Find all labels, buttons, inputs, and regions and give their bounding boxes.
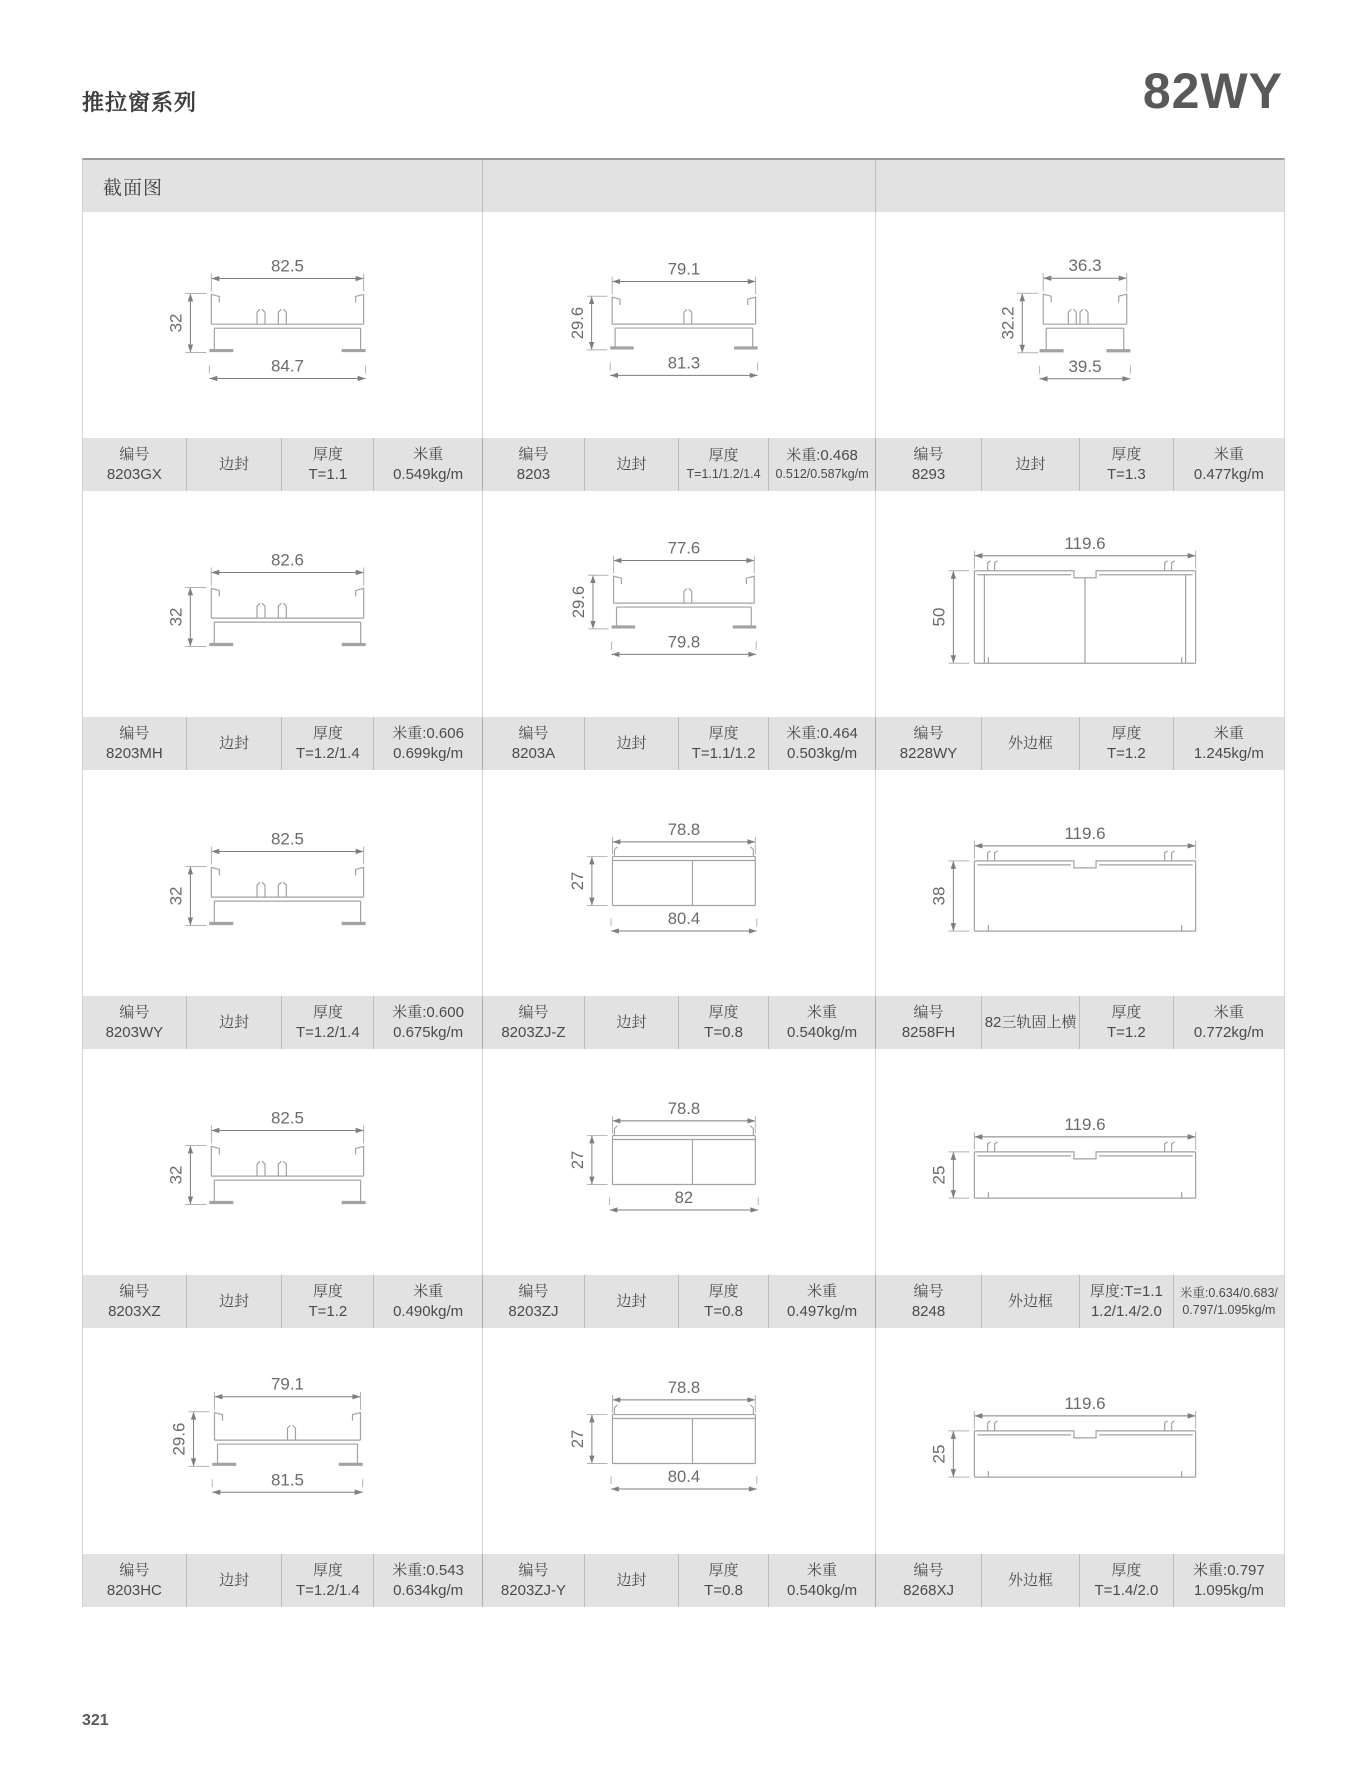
seal-type-cell (187, 1275, 283, 1328)
thickness-cell-text: T=0.8 (704, 1581, 743, 1599)
part-number-cell-text: 编号 (119, 1282, 150, 1300)
part-number-cell-text: 8203ZJ-Z (501, 1023, 566, 1041)
weight-cell-text: 米重:0.606 (392, 724, 464, 742)
part-number-cell (83, 717, 187, 770)
thickness-cell-text: 厚度 (312, 724, 343, 742)
part-number-cell-text: 8203XZ (108, 1302, 161, 1320)
thickness-cell-text: 厚度 (708, 1561, 739, 1579)
weight-cell-text: 0.512/0.587kg/m (775, 467, 869, 482)
weight-cell (769, 438, 875, 491)
part-number-cell-text: 编号 (913, 724, 944, 742)
part-number-cell-text: 8228WY (899, 744, 958, 762)
svg-text:29.6: 29.6 (569, 585, 589, 619)
seal-type-cell-text: 边封 (219, 1292, 250, 1310)
thickness-cell (282, 438, 374, 491)
thickness-cell (1080, 1554, 1174, 1607)
weight-cell-text: 1.095kg/m (1193, 1581, 1264, 1599)
seal-type-cell (187, 717, 283, 770)
weight-cell-text: 米重 (1213, 1003, 1244, 1021)
svg-text:38: 38 (929, 886, 949, 906)
seal-type-cell-text: 边封 (219, 1571, 250, 1589)
seal-type-cell-text: 边封 (219, 1013, 250, 1031)
weight-cell-text: 米重 (807, 1282, 838, 1300)
profile-diagram-8203ZJ (483, 1049, 876, 1275)
part-number-cell-text: 编号 (518, 1282, 549, 1300)
thickness-cell-text: T=1.2 (1107, 744, 1146, 762)
seal-type-cell-text: 边封 (219, 455, 250, 473)
thickness-cell-text: 厚度 (1111, 1561, 1142, 1579)
svg-text:29.6: 29.6 (169, 1422, 189, 1456)
svg-text:32: 32 (166, 1165, 186, 1185)
part-number-cell-text: 编号 (518, 445, 549, 463)
info-row (83, 1554, 1284, 1607)
page-header (82, 62, 1283, 120)
seal-type-cell (585, 717, 679, 770)
part-number-cell (483, 996, 585, 1049)
thickness-cell (679, 996, 769, 1049)
cross-section-drawing (876, 212, 1284, 438)
weight-cell (1174, 996, 1284, 1049)
seal-type-cell-text: 边封 (616, 734, 647, 752)
profile-diagram-8203GX (83, 212, 483, 438)
part-number-cell-text: 8203MH (106, 744, 163, 762)
weight-cell-text: 米重 (807, 1561, 838, 1579)
info-row (83, 1275, 1284, 1328)
part-number-cell-text: 编号 (119, 445, 150, 463)
svg-text:32.2: 32.2 (998, 306, 1018, 340)
seal-type-cell-text: 边封 (616, 1571, 647, 1589)
profile-diagram-8203XZ (83, 1049, 483, 1275)
weight-cell-text: 0.540kg/m (787, 1581, 858, 1599)
weight-cell-text: 0.634kg/m (393, 1581, 464, 1599)
thickness-cell (282, 1554, 374, 1607)
part-number-cell-text: 8203 (516, 465, 551, 483)
thickness-cell (1080, 1275, 1174, 1328)
weight-cell (374, 1554, 482, 1607)
profile-diagram-8203ZJ-Z (483, 770, 876, 996)
thickness-cell-text: T=1.2 (1107, 1023, 1146, 1041)
part-number-cell (83, 1275, 187, 1328)
weight-cell (769, 1554, 875, 1607)
cross-section-drawing (483, 212, 875, 438)
part-number-cell-text: 8258FH (901, 1023, 956, 1041)
svg-text:81.5: 81.5 (271, 1470, 304, 1490)
weight-cell (1174, 1275, 1284, 1328)
part-number-cell-text: 8268XJ (903, 1581, 954, 1599)
profile-diagram-8203 (483, 212, 876, 438)
weight-cell (374, 717, 482, 770)
section-label: 截面图 (103, 177, 164, 199)
svg-text:80.4: 80.4 (667, 909, 701, 929)
weight-cell-text: 米重:0.797 (1193, 1561, 1265, 1579)
svg-text:79.1: 79.1 (271, 1374, 304, 1394)
thickness-cell-text: T=1.4/2.0 (1094, 1581, 1159, 1599)
profile-diagram-8203WY (83, 770, 483, 996)
part-number-cell (483, 717, 585, 770)
svg-text:77.6: 77.6 (667, 538, 701, 558)
weight-cell-text: 0.540kg/m (787, 1023, 858, 1041)
profile-diagram-8258FH (876, 770, 1284, 996)
part-number-cell-text: 编号 (913, 445, 944, 463)
part-number-cell (483, 1275, 585, 1328)
seal-type-cell (585, 1554, 679, 1607)
seal-type-cell (585, 438, 679, 491)
cross-section-drawing (876, 770, 1284, 996)
header-cell-3 (876, 160, 1284, 212)
part-number-cell-text: 8293 (911, 465, 946, 483)
thickness-cell-text: T=1.2/1.4 (295, 744, 360, 762)
cross-section-drawing (83, 491, 482, 717)
thickness-cell-text: 厚度 (708, 1282, 739, 1300)
part-number-cell (83, 438, 187, 491)
part-number-cell (483, 1554, 585, 1607)
profile-diagram-8268XJ (876, 1328, 1284, 1554)
seal-type-cell-text: 边封 (616, 455, 647, 473)
thickness-cell-text: 厚度 (1111, 724, 1142, 742)
weight-cell-text: 米重:0.464 (786, 724, 858, 742)
part-number-cell-text: 编号 (119, 1561, 150, 1579)
profile-diagram-8203A (483, 491, 876, 717)
thickness-cell-text: 厚度 (708, 447, 739, 465)
part-number-cell (83, 996, 187, 1049)
weight-cell-text: 米重 (807, 1003, 838, 1021)
weight-cell-text: 0.675kg/m (393, 1023, 464, 1041)
part-number-cell-text: 8203WY (105, 1023, 164, 1041)
cross-section-drawing (483, 491, 875, 717)
profile-diagram-8203HC (83, 1328, 483, 1554)
thickness-cell (282, 717, 374, 770)
cross-section-drawing (483, 1328, 875, 1554)
part-number-cell-text: 编号 (518, 1561, 549, 1579)
seal-type-cell-text: 外边框 (1008, 734, 1054, 752)
profile-diagram-8203ZJ-Y (483, 1328, 876, 1554)
part-number-cell (483, 438, 585, 491)
header-cell-2 (483, 160, 876, 212)
part-number-cell-text: 8203HC (106, 1581, 162, 1599)
seal-type-cell (585, 1275, 679, 1328)
weight-cell (374, 996, 482, 1049)
thickness-cell-text: T=0.8 (704, 1023, 743, 1041)
thickness-cell (679, 1554, 769, 1607)
seal-type-cell-text: 外边框 (1008, 1292, 1054, 1310)
weight-cell-text: 0.490kg/m (393, 1302, 464, 1320)
seal-type-cell-text: 边封 (616, 1013, 647, 1031)
svg-text:119.6: 119.6 (1064, 1393, 1106, 1413)
thickness-cell-text: T=0.8 (704, 1302, 743, 1320)
info-row (83, 996, 1284, 1049)
weight-cell-text: 1.245kg/m (1193, 744, 1264, 762)
thickness-cell-text: 厚度 (1111, 445, 1142, 463)
seal-type-cell (982, 717, 1080, 770)
weight-cell-text: 米重:0.543 (392, 1561, 464, 1579)
info-group-8203XZ (83, 1275, 483, 1328)
cross-section-drawing (876, 491, 1284, 717)
thickness-cell-text: T=1.1/1.2/1.4 (686, 467, 761, 482)
thickness-cell (679, 717, 769, 770)
weight-cell-text: 米重:0.600 (392, 1003, 464, 1021)
thickness-cell-text: 厚度 (1111, 1003, 1142, 1021)
cross-section-drawing (83, 770, 482, 996)
part-number-cell (876, 1554, 982, 1607)
part-number-cell-text: 8203ZJ-Y (500, 1581, 566, 1599)
diagram-row (83, 212, 1284, 438)
thickness-cell-text: 1.2/1.4/2.0 (1090, 1302, 1162, 1320)
thickness-cell-text: T=1.2 (308, 1302, 348, 1320)
svg-text:82: 82 (674, 1188, 694, 1208)
seal-type-cell (982, 1554, 1080, 1607)
svg-text:78.8: 78.8 (667, 1099, 701, 1119)
info-group-8203GX (83, 438, 483, 491)
part-number-cell-text: 8203A (511, 744, 556, 762)
svg-text:80.4: 80.4 (667, 1467, 701, 1487)
weight-cell (1174, 1554, 1284, 1607)
svg-text:119.6: 119.6 (1064, 533, 1106, 553)
profile-diagram-8248 (876, 1049, 1284, 1275)
thickness-cell-text: 厚度 (708, 724, 739, 742)
weight-cell (769, 1275, 875, 1328)
table-header-row (83, 160, 1284, 212)
diagram-row (83, 1049, 1284, 1275)
info-group-8268XJ (876, 1554, 1284, 1607)
info-row (83, 438, 1284, 491)
info-group-8203ZJ-Z (483, 996, 876, 1049)
part-number-cell-text: 8248 (911, 1302, 946, 1320)
svg-text:84.7: 84.7 (271, 356, 304, 376)
table-body (83, 212, 1284, 1607)
model-code: 82WY (1142, 63, 1283, 119)
seal-type-cell-text: 外边框 (1008, 1571, 1054, 1589)
part-number-cell (876, 717, 982, 770)
svg-text:32: 32 (166, 886, 186, 906)
part-number-cell-text: 8203GX (106, 465, 162, 483)
seal-type-cell-text: 82三轨固上横 (984, 1013, 1077, 1031)
cross-section-drawing (876, 1049, 1284, 1275)
weight-cell-text: 0.477kg/m (1193, 465, 1264, 483)
weight-cell-text: 米重 (1213, 445, 1244, 463)
weight-cell (374, 1275, 482, 1328)
svg-text:78.8: 78.8 (667, 820, 701, 840)
part-number-cell-text: 编号 (119, 724, 150, 742)
seal-type-cell (982, 438, 1080, 491)
cross-section-drawing (83, 1328, 482, 1554)
thickness-cell (1080, 438, 1174, 491)
seal-type-cell-text: 边封 (1015, 455, 1046, 473)
weight-cell-text: 米重:0.634/0.683/ (1179, 1286, 1278, 1300)
info-group-8248 (876, 1275, 1284, 1328)
info-group-8258FH (876, 996, 1284, 1049)
part-number-cell-text: 编号 (913, 1282, 944, 1300)
svg-text:25: 25 (929, 1165, 949, 1185)
weight-cell-text: 0.699kg/m (393, 744, 464, 762)
info-group-8203 (483, 438, 876, 491)
info-group-8203HC (83, 1554, 483, 1607)
thickness-cell-text: T=1.1/1.2 (691, 744, 756, 762)
weight-cell-text: 米重 (1213, 724, 1244, 742)
info-group-8203MH (83, 717, 483, 770)
diagram-row (83, 491, 1284, 717)
cross-section-drawing (876, 1328, 1284, 1554)
thickness-cell-text: T=1.3 (1107, 465, 1146, 483)
svg-text:82.5: 82.5 (271, 1108, 304, 1128)
seal-type-cell (585, 996, 679, 1049)
svg-text:82.6: 82.6 (271, 550, 304, 570)
profile-diagram-8203MH (83, 491, 483, 717)
part-number-cell-text: 编号 (119, 1003, 150, 1021)
info-group-8203WY (83, 996, 483, 1049)
info-row (83, 717, 1284, 770)
info-group-8203ZJ (483, 1275, 876, 1328)
part-number-cell (876, 438, 982, 491)
seal-type-cell-text: 边封 (219, 734, 250, 752)
thickness-cell-text: 厚度 (312, 1003, 343, 1021)
svg-text:79.8: 79.8 (667, 632, 701, 652)
weight-cell (769, 717, 875, 770)
profile-diagram-8228WY (876, 491, 1284, 717)
part-number-cell-text: 编号 (913, 1003, 944, 1021)
svg-text:82.5: 82.5 (271, 256, 304, 276)
thickness-cell (1080, 717, 1174, 770)
thickness-cell-text: T=1.2/1.4 (295, 1581, 360, 1599)
thickness-cell-text: T=1.2/1.4 (295, 1023, 360, 1041)
thickness-cell (282, 996, 374, 1049)
svg-text:29.6: 29.6 (567, 306, 587, 340)
svg-text:39.5: 39.5 (1068, 356, 1102, 376)
profile-table (82, 158, 1285, 1607)
info-group-8203ZJ-Y (483, 1554, 876, 1607)
part-number-cell (83, 1554, 187, 1607)
svg-text:25: 25 (929, 1444, 949, 1464)
svg-text:50: 50 (929, 607, 949, 627)
seal-type-cell (187, 438, 283, 491)
seal-type-cell-text: 边封 (616, 1292, 647, 1310)
weight-cell-text: 米重 (413, 1282, 444, 1300)
svg-text:27: 27 (568, 871, 588, 891)
thickness-cell (679, 1275, 769, 1328)
info-group-8293 (876, 438, 1284, 491)
weight-cell-text: 0.503kg/m (787, 744, 858, 762)
weight-cell-text: 米重 (413, 445, 444, 463)
weight-cell (374, 438, 482, 491)
svg-text:119.6: 119.6 (1064, 1114, 1106, 1134)
thickness-cell (282, 1275, 374, 1328)
section-header-cell (83, 160, 483, 212)
cross-section-drawing (483, 1049, 875, 1275)
weight-cell-text: 米重:0.468 (786, 447, 858, 465)
weight-cell-text: 0.772kg/m (1193, 1023, 1264, 1041)
svg-text:79.1: 79.1 (667, 259, 701, 279)
seal-type-cell (187, 1554, 283, 1607)
seal-type-cell (982, 996, 1080, 1049)
part-number-cell-text: 8203ZJ (508, 1302, 559, 1320)
svg-text:82.5: 82.5 (271, 829, 304, 849)
seal-type-cell (982, 1275, 1080, 1328)
weight-cell (1174, 717, 1284, 770)
part-number-cell (876, 1275, 982, 1328)
thickness-cell-text: 厚度 (312, 1282, 343, 1300)
svg-text:119.6: 119.6 (1064, 823, 1106, 843)
diagram-row (83, 770, 1284, 996)
part-number-cell (876, 996, 982, 1049)
thickness-cell-text: 厚度 (312, 1561, 343, 1579)
page-number: 321 (82, 1712, 109, 1729)
cross-section-drawing (83, 1049, 482, 1275)
svg-text:32: 32 (166, 607, 186, 627)
weight-cell-text: 0.549kg/m (393, 465, 464, 483)
cross-section-drawing (483, 770, 875, 996)
thickness-cell (679, 438, 769, 491)
weight-cell-text: 0.497kg/m (787, 1302, 858, 1320)
weight-cell (769, 996, 875, 1049)
series-title: 推拉窗系列 (82, 90, 198, 115)
svg-text:27: 27 (568, 1150, 588, 1170)
diagram-row (83, 1328, 1284, 1554)
profile-diagram-8293 (876, 212, 1284, 438)
thickness-cell-text: 厚度 (312, 445, 343, 463)
svg-text:27: 27 (568, 1429, 588, 1449)
weight-cell (1174, 438, 1284, 491)
svg-text:81.3: 81.3 (667, 353, 701, 373)
thickness-cell-text: 厚度:T=1.1 (1089, 1282, 1163, 1300)
thickness-cell-text: T=1.1 (308, 465, 348, 483)
part-number-cell-text: 编号 (518, 1003, 549, 1021)
info-group-8203A (483, 717, 876, 770)
thickness-cell-text: 厚度 (708, 1003, 739, 1021)
seal-type-cell (187, 996, 283, 1049)
thickness-cell (1080, 996, 1174, 1049)
weight-cell-text: 0.797/1.095kg/m (1182, 1302, 1276, 1317)
part-number-cell-text: 编号 (518, 724, 549, 742)
svg-text:32: 32 (166, 313, 186, 333)
cross-section-drawing (83, 212, 482, 438)
svg-text:36.3: 36.3 (1068, 256, 1102, 276)
svg-text:78.8: 78.8 (667, 1378, 701, 1398)
part-number-cell-text: 编号 (913, 1561, 944, 1579)
info-group-8228WY (876, 717, 1284, 770)
